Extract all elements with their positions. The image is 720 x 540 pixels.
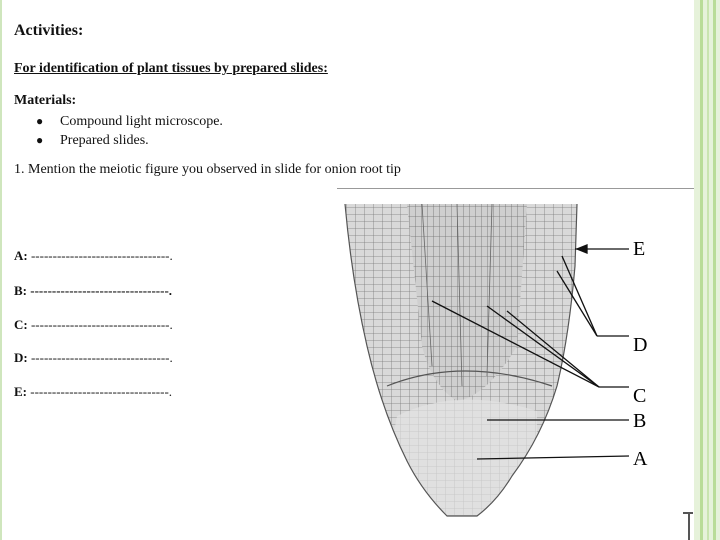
right-band-stripe [707, 0, 709, 540]
answer-label: C: [14, 317, 28, 332]
activities-heading: Activities: [14, 22, 84, 39]
figure-label-c: C [633, 385, 647, 407]
answer-blank[interactable]: --------------------------------. [30, 350, 173, 365]
answer-row-a [14, 248, 173, 264]
answer-row-e [14, 384, 172, 400]
right-band-stripe [713, 0, 716, 540]
answer-blank[interactable]: --------------------------------. [30, 317, 173, 332]
answer-row-b [14, 283, 172, 299]
answer-row-d [14, 350, 173, 366]
figure-label-a: A [633, 448, 648, 470]
materials-list [36, 112, 223, 150]
materials-heading: Materials: [14, 93, 77, 108]
answer-blank[interactable]: --------------------------------. [30, 384, 173, 399]
figure-label-d: D [633, 334, 648, 356]
list-item [36, 112, 223, 131]
left-edge-line [0, 0, 2, 540]
answer-label: E: [14, 384, 27, 399]
material-text: Compound light microscope. [60, 114, 223, 129]
identification-heading: For identification of plant tissues by prepared slides: [14, 61, 328, 76]
right-band-stripe [700, 0, 703, 540]
material-text: Prepared slides. [60, 133, 149, 148]
figure-label-e: E [633, 238, 646, 260]
answer-label: B: [14, 283, 27, 298]
corner-mark [688, 512, 690, 540]
answer-blank[interactable]: --------------------------------. [30, 248, 173, 263]
onion-root-tip-diagram [337, 186, 694, 520]
answer-blank[interactable]: --------------------------------. [30, 283, 173, 298]
answer-label: D: [14, 350, 28, 365]
question-text: 1. Mention the meiotic figure you observed in slide for onion root tip [14, 162, 401, 177]
answer-row-c [14, 317, 173, 333]
bullet-icon: ● [36, 114, 44, 128]
list-item [36, 131, 223, 150]
answer-label: A: [14, 248, 28, 263]
bullet-icon: ● [36, 133, 44, 147]
figure-label-b: B [633, 410, 647, 432]
